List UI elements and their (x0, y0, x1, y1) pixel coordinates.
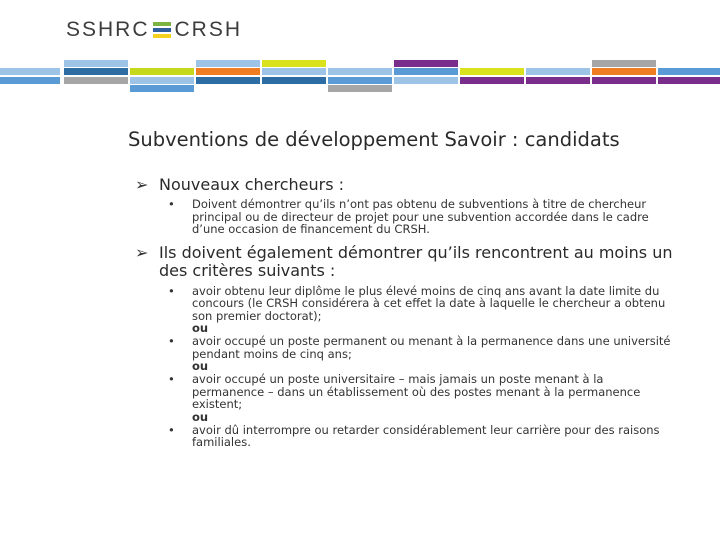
band-seg (592, 77, 656, 84)
band-seg (64, 68, 128, 75)
bullet-icon: • (168, 372, 175, 386)
bullet-icon: • (168, 334, 175, 348)
slide-content (135, 176, 675, 449)
band-seg (196, 68, 260, 75)
band-seg (130, 77, 194, 84)
bullet-icon: • (168, 197, 175, 211)
band-seg (526, 77, 590, 84)
logo (66, 18, 242, 42)
item-text: avoir obtenu leur diplôme le plus élevé moins de cinq ans avant la date limite du concours (le CRSH considérera à cet effet la date à laquelle le chercheur a obtenu son premier doctorat); (192, 283, 666, 323)
band-seg (0, 68, 60, 75)
band-seg (460, 68, 524, 75)
band-seg (460, 77, 524, 84)
band-seg (592, 60, 656, 67)
band-seg (526, 68, 590, 75)
list-item (135, 424, 675, 449)
list-item (135, 335, 675, 360)
logo-mark-icon (153, 22, 171, 38)
band-seg (328, 85, 392, 92)
separator-ou: ou (192, 359, 209, 373)
band-seg (262, 60, 326, 67)
band-seg (130, 85, 194, 92)
band-seg (592, 68, 656, 75)
band-seg (658, 68, 720, 75)
arrow-bullet-icon: ➢ (135, 175, 149, 194)
band-seg (262, 77, 326, 84)
section-new-researchers (135, 176, 675, 236)
band-seg (130, 68, 194, 75)
section-heading (135, 176, 675, 194)
heading-text: Ils doivent également démontrer qu’ils rencontrent au moins un des critères suivants : (159, 242, 673, 280)
band-seg (394, 68, 458, 75)
bullet-icon: • (168, 283, 175, 298)
band-seg (658, 77, 720, 84)
list-item (135, 285, 675, 323)
section-criteria (135, 244, 675, 449)
band-seg (64, 60, 128, 67)
bullet-icon: • (168, 422, 175, 437)
item-text: avoir occupé un poste universitaire – mais jamais un poste menant à la permanence – dans un établissement où des postes menant à la permanence existent; (192, 372, 641, 411)
list-item (135, 198, 675, 236)
band-seg (394, 77, 458, 84)
band-seg (262, 68, 326, 75)
band-seg (394, 60, 458, 67)
logo-crsh: CRSH (174, 18, 243, 41)
band-seg (328, 68, 392, 75)
band-seg (0, 77, 60, 84)
band-seg (196, 60, 260, 67)
separator-ou: ou (192, 321, 209, 335)
separator-ou: ou (192, 409, 209, 424)
heading-text: Nouveaux chercheurs : (159, 175, 345, 194)
item-text: avoir dû interrompre ou retarder considérablement leur carrière pour des raisons familiales. (192, 422, 660, 449)
item-text: Doivent démontrer qu’ils n’ont pas obtenu de subventions à titre de chercheur principal ou de directeur de projet pour une subvention accordée dans le cadre d’une occasion de financement du CRSH. (192, 197, 649, 236)
band-seg (64, 77, 128, 84)
slide-title: Subventions de développement Savoir : candidats (128, 128, 620, 151)
logo-sshrc: SSHRC (66, 18, 150, 41)
band-seg (328, 77, 392, 84)
item-text: avoir occupé un poste permanent ou menant à la permanence dans une université pendant moins de cinq ans; (192, 334, 671, 361)
decorative-color-band (0, 58, 720, 94)
list-item (135, 373, 675, 411)
arrow-bullet-icon: ➢ (135, 242, 149, 262)
band-seg (196, 77, 260, 84)
section-heading (135, 244, 675, 280)
